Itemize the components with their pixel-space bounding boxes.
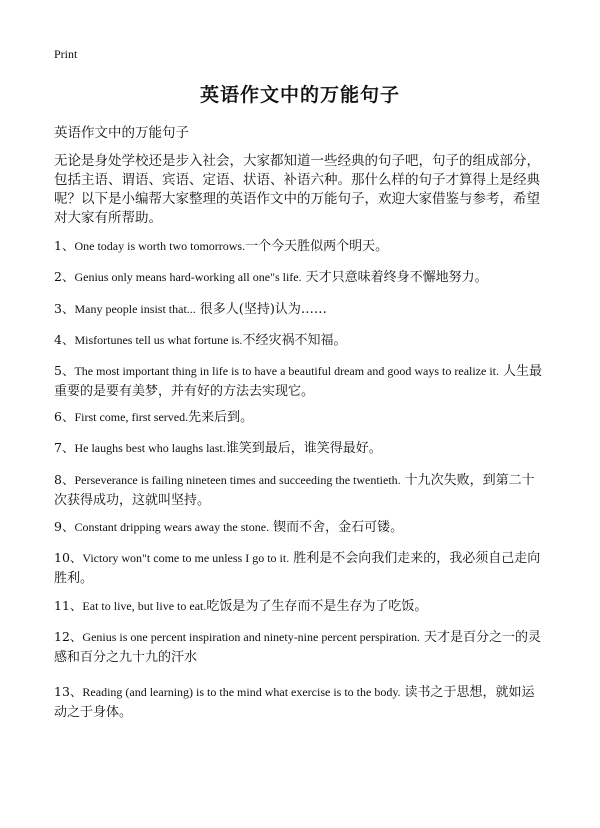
item-english: Constant dripping wears away the stone. bbox=[74, 520, 270, 534]
item-chinese: 人生最重要的是要有美梦，并有好的方法去实现它。 bbox=[54, 364, 543, 399]
list-item bbox=[54, 596, 546, 616]
list-item bbox=[54, 627, 546, 667]
item-chinese: 不经灾祸不知福。 bbox=[242, 333, 347, 348]
item-english: Genius only means hard-working all one"s life. bbox=[74, 270, 302, 284]
item-chinese: 吃饭是为了生存而不是生存为了吃饭。 bbox=[206, 599, 428, 614]
item-chinese: 先来后到。 bbox=[188, 410, 254, 425]
item-number: 5、 bbox=[54, 363, 75, 378]
item-chinese: 很多人(坚持)认为…… bbox=[199, 302, 327, 317]
item-chinese: 谁笑到最后，谁笑得最好。 bbox=[225, 441, 382, 456]
item-english: Perseverance is failing nineteen times and succeeding the twentieth. bbox=[74, 473, 401, 487]
list-item bbox=[54, 438, 546, 458]
list-item bbox=[54, 407, 546, 427]
list-item bbox=[54, 330, 546, 350]
item-chinese: 一个今天胜似两个明天。 bbox=[245, 239, 389, 254]
intro-paragraph: 无论是身处学校还是步入社会，大家都知道一些经典的句子吧，句子的组成部分，包括主语、谓语、宾语、定语、状语、补语六种。那什么样的句子才算得上是经典呢？以下是小编帮大家整理的英语作文中的万能句子，欢迎大家借鉴与参考，希望对大家有所帮助。 bbox=[54, 153, 540, 226]
item-english: Reading (and learning) is to the mind what exercise is to the body. bbox=[82, 685, 401, 699]
item-english: He laughs best who laughs last. bbox=[74, 441, 226, 455]
list-item bbox=[54, 470, 546, 510]
subtitle: 英语作文中的万能句子 bbox=[54, 125, 189, 141]
item-english: Misfortunes tell us what fortune is. bbox=[74, 333, 243, 347]
item-number: 4、 bbox=[54, 332, 75, 347]
item-number: 3、 bbox=[54, 301, 75, 316]
item-chinese: 胜利是不会向我们走来的，我必须自己走向胜利。 bbox=[54, 551, 541, 586]
list-item bbox=[54, 267, 546, 287]
item-number: 10、 bbox=[54, 550, 83, 565]
list-item bbox=[54, 236, 546, 256]
list-item bbox=[54, 517, 546, 537]
item-number: 1、 bbox=[54, 238, 75, 253]
item-chinese: 十九次失败，到第二十次获得成功，这就叫坚持。 bbox=[54, 473, 535, 508]
item-number: 7、 bbox=[54, 440, 75, 455]
item-chinese: 天才是百分之一的灵感和百分之九十九的汗水 bbox=[54, 630, 541, 665]
list-item bbox=[54, 299, 546, 319]
print-label[interactable]: Print bbox=[54, 47, 78, 61]
list-item bbox=[54, 548, 546, 588]
item-number: 11、 bbox=[54, 598, 83, 613]
item-english: Many people insist that... bbox=[74, 302, 196, 316]
item-chinese: 锲而不舍，金石可镂。 bbox=[273, 520, 404, 535]
item-english: Victory won"t come to me unless I go to it. bbox=[82, 551, 290, 565]
item-number: 6、 bbox=[54, 409, 75, 424]
item-number: 2、 bbox=[54, 269, 75, 284]
list-item bbox=[54, 361, 546, 401]
item-english: One today is worth two tomorrows. bbox=[74, 239, 246, 253]
item-english: First come, first served. bbox=[74, 410, 189, 424]
item-english: The most important thing in life is to have a beautiful dream and good ways to realize it. bbox=[74, 364, 500, 378]
item-chinese: 读书之于思想，就如运动之于身体。 bbox=[54, 685, 535, 720]
item-english: Eat to live, but live to eat. bbox=[82, 599, 207, 613]
item-number: 12、 bbox=[54, 629, 83, 644]
page-title: 英语作文中的万能句子 bbox=[199, 84, 400, 106]
item-chinese: 天才只意味着终身不懈地努力。 bbox=[305, 270, 488, 285]
item-number: 13、 bbox=[54, 684, 83, 699]
list-item bbox=[54, 682, 546, 722]
item-number: 8、 bbox=[54, 472, 75, 487]
item-number: 9、 bbox=[54, 519, 75, 534]
item-english: Genius is one percent inspiration and ninety-nine percent perspiration. bbox=[82, 630, 420, 644]
